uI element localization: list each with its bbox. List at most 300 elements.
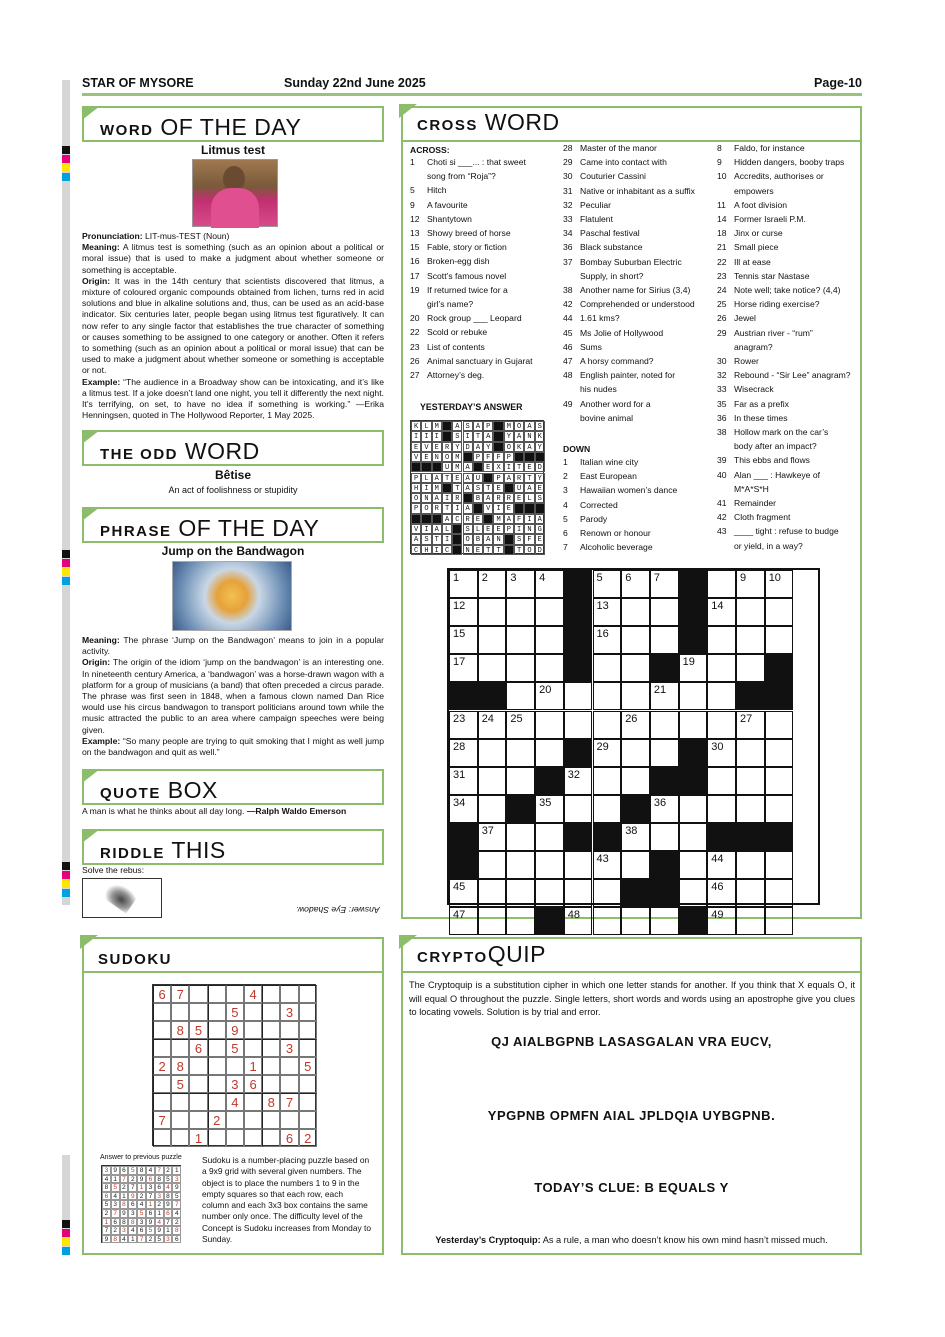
clue-row	[410, 327, 487, 337]
crossword-cell[interactable]: 12	[449, 598, 478, 626]
sudoku-cell[interactable]	[208, 1039, 226, 1057]
crossword-cell[interactable]	[506, 739, 535, 767]
answer-cell: M	[493, 514, 503, 524]
sudoku-cell[interactable]	[299, 1075, 317, 1093]
sudoku-cell: 1	[244, 1057, 262, 1075]
clue-text: Native or inhabitant as a suffix	[580, 185, 695, 196]
previous-sudoku-cell: 6	[146, 1209, 155, 1218]
crossword-cell[interactable]	[707, 626, 736, 654]
crossword-cell[interactable]	[621, 626, 650, 654]
previous-sudoku-cell: 6	[102, 1192, 111, 1201]
answer-cell: O	[504, 442, 514, 452]
sudoku-cell[interactable]	[280, 1021, 298, 1039]
answer-cell: U	[514, 483, 524, 493]
clue-number: 36	[563, 242, 573, 253]
color-mark	[62, 146, 70, 154]
crossword-cell[interactable]	[707, 767, 736, 795]
crossword-cell[interactable]	[535, 739, 564, 767]
color-mark	[62, 880, 70, 888]
crossword-cell[interactable]	[736, 598, 765, 626]
sudoku-cell[interactable]	[226, 1111, 244, 1129]
answer-cell: E	[483, 462, 493, 472]
sudoku-cell[interactable]	[299, 1111, 317, 1129]
clue-row	[717, 384, 774, 394]
clue-row	[410, 185, 447, 195]
crossword-cell[interactable]	[564, 711, 593, 739]
sudoku-cell: 5	[189, 1021, 207, 1039]
crossword-cell[interactable]	[736, 907, 765, 935]
sudoku-cell[interactable]	[189, 1003, 207, 1021]
clue-row	[717, 370, 851, 380]
previous-sudoku-cell: 9	[111, 1166, 120, 1175]
sudoku-cell[interactable]	[262, 1057, 280, 1075]
crossword-cell[interactable]: 9	[736, 570, 765, 598]
crossword-cell[interactable]: 3	[506, 570, 535, 598]
answer-cell: A	[514, 431, 524, 441]
previous-sudoku-cell: 8	[111, 1235, 120, 1244]
sudoku-cell[interactable]	[171, 1003, 189, 1021]
previous-sudoku-cell: 3	[102, 1166, 111, 1175]
clue-row	[410, 200, 468, 210]
answer-cell: D	[463, 442, 473, 452]
crossword-cell[interactable]	[765, 795, 794, 823]
crossword-cell[interactable]	[707, 795, 736, 823]
crossword-cell[interactable]	[679, 795, 708, 823]
clue-row	[717, 157, 844, 167]
clue-number: 22	[410, 327, 420, 338]
crossword-cell[interactable]	[707, 682, 736, 710]
crossword-cell[interactable]	[506, 879, 535, 907]
sudoku-cell[interactable]	[208, 1075, 226, 1093]
crossword-cell[interactable]: 14	[707, 598, 736, 626]
crossword-cell[interactable]	[679, 682, 708, 710]
sudoku-cell: 7	[171, 985, 189, 1003]
crossword-cell[interactable]	[736, 626, 765, 654]
clue-row	[410, 356, 533, 366]
answer-cell: S	[463, 421, 473, 431]
clue-number: 1	[410, 157, 415, 167]
crossword-cell[interactable]: 15	[449, 626, 478, 654]
crossword-cell[interactable]	[564, 879, 593, 907]
crossword-cell[interactable]: 49	[707, 907, 736, 935]
crossword-cell[interactable]	[621, 598, 650, 626]
answer-cell: I	[432, 545, 442, 555]
clue-row	[563, 143, 657, 153]
clue-text: bovine animal	[580, 412, 634, 423]
answer-cell: V	[411, 452, 421, 462]
previous-sudoku-cell: 1	[128, 1235, 137, 1244]
answer-cell: F	[524, 534, 534, 544]
clue-row	[563, 228, 640, 238]
crossword-cell[interactable]: 47	[449, 907, 478, 935]
previous-sudoku-cell: 6	[128, 1200, 137, 1209]
sudoku-cell[interactable]	[226, 1129, 244, 1147]
sudoku-cell[interactable]	[262, 1039, 280, 1057]
sudoku-cell[interactable]	[189, 1057, 207, 1075]
crossword-cell[interactable]	[679, 823, 708, 851]
crossword-cell[interactable]	[593, 907, 622, 935]
clue-row	[563, 514, 607, 524]
crossword-cell[interactable]: 44	[707, 851, 736, 879]
crossword-cell[interactable]	[736, 795, 765, 823]
sudoku-cell[interactable]	[226, 1057, 244, 1075]
crossword-cell[interactable]	[765, 851, 794, 879]
paper-name: STAR OF MYSORE	[82, 76, 194, 90]
crossword-cell[interactable]	[478, 879, 507, 907]
clue-text: Supply, in short?	[580, 270, 644, 281]
sudoku-cell[interactable]	[299, 1003, 317, 1021]
crossword-cell[interactable]	[621, 851, 650, 879]
clue-row	[563, 500, 618, 510]
sudoku-cell[interactable]	[189, 1075, 207, 1093]
answer-cell: T	[514, 462, 524, 472]
black-square	[564, 598, 593, 626]
crossword-cell[interactable]: 1	[449, 570, 478, 598]
crossword-cell[interactable]	[564, 682, 593, 710]
sudoku-cell[interactable]	[262, 1129, 280, 1147]
crossword-cell[interactable]	[478, 767, 507, 795]
crossword-cell[interactable]	[736, 654, 765, 682]
answer-cell	[524, 452, 534, 462]
clue-number: 1	[563, 457, 568, 467]
clue-row	[717, 328, 813, 338]
sudoku-cell[interactable]	[153, 1003, 171, 1021]
sudoku-cell[interactable]	[244, 1093, 262, 1111]
crossword-cell[interactable]	[535, 879, 564, 907]
answer-cell: E	[483, 524, 493, 534]
crossword-cell[interactable]: 31	[449, 767, 478, 795]
sudoku-cell[interactable]	[299, 1021, 317, 1039]
crossword-cell[interactable]	[736, 767, 765, 795]
black-square	[707, 823, 736, 851]
crossword-cell[interactable]	[593, 795, 622, 823]
sudoku-cell[interactable]	[299, 1039, 317, 1057]
crossword-cell[interactable]	[506, 626, 535, 654]
crossword-cell[interactable]	[736, 879, 765, 907]
color-mark	[62, 862, 70, 870]
clue-row	[717, 413, 788, 423]
sudoku-cell[interactable]	[153, 1093, 171, 1111]
crossword-cell[interactable]	[736, 851, 765, 879]
answer-cell: L	[442, 524, 452, 534]
sudoku-cell[interactable]	[226, 985, 244, 1003]
crossword-cell[interactable]	[593, 682, 622, 710]
crossword-cell[interactable]	[765, 711, 794, 739]
previous-sudoku-cell: 7	[164, 1218, 173, 1227]
crossword-cell[interactable]	[707, 711, 736, 739]
crossword-cell[interactable]	[650, 823, 679, 851]
answer-cell: A	[483, 493, 493, 503]
previous-sudoku-cell: 8	[137, 1166, 146, 1175]
crossword-cell[interactable]	[535, 654, 564, 682]
crossword-cell[interactable]	[506, 654, 535, 682]
sudoku-cell[interactable]	[299, 985, 317, 1003]
clue-number: 31	[563, 185, 573, 196]
clue-number: 23	[410, 341, 420, 352]
crossword-cell[interactable]	[765, 626, 794, 654]
previous-sudoku-cell: 5	[102, 1200, 111, 1209]
crossword-cell[interactable]: 29	[593, 739, 622, 767]
crossword-cell[interactable]	[535, 823, 564, 851]
sudoku-cell[interactable]	[262, 1021, 280, 1039]
crossword-cell[interactable]: 37	[478, 823, 507, 851]
crossword-cell[interactable]	[535, 626, 564, 654]
crossword-cell[interactable]	[478, 598, 507, 626]
sudoku-cell[interactable]	[280, 1057, 298, 1075]
color-mark	[62, 1229, 70, 1237]
crossword-cell[interactable]	[535, 851, 564, 879]
clue-text: Scott’s famous novel	[427, 270, 507, 281]
clue-number: 40	[717, 469, 727, 480]
answer-cell: A	[463, 483, 473, 493]
sudoku-cell[interactable]	[262, 1111, 280, 1129]
crossword-cell[interactable]: 35	[535, 795, 564, 823]
sudoku-cell[interactable]	[153, 1075, 171, 1093]
clue-number: 10	[717, 171, 727, 182]
color-mark	[62, 1238, 70, 1246]
clue-text: Tennis star Nastase	[734, 270, 810, 281]
sudoku-cell[interactable]	[244, 1111, 262, 1129]
sudoku-cell[interactable]	[208, 985, 226, 1003]
crossword-cell[interactable]	[506, 823, 535, 851]
clue-row	[563, 356, 654, 366]
clue-text: Small piece	[734, 242, 779, 253]
crossword-cell[interactable]: 6	[621, 570, 650, 598]
crossword-cell[interactable]	[593, 654, 622, 682]
sudoku-cell[interactable]	[262, 985, 280, 1003]
clue-row	[563, 299, 695, 309]
crossword-cell[interactable]: 24	[478, 711, 507, 739]
sudoku-cell[interactable]	[171, 1039, 189, 1057]
crossword-cell[interactable]	[679, 711, 708, 739]
clue-number: 17	[410, 270, 420, 281]
crossword-cell[interactable]: 20	[535, 682, 564, 710]
sudoku-cell: 7	[153, 1111, 171, 1129]
clue-text: Hidden dangers, booby traps	[734, 157, 845, 168]
crossword-cell[interactable]	[478, 739, 507, 767]
sudoku-cell[interactable]	[244, 1003, 262, 1021]
answer-cell: O	[524, 545, 534, 555]
clue-row	[717, 171, 824, 181]
clue-text: Master of the manor	[580, 143, 657, 153]
crossword-cell[interactable]	[707, 570, 736, 598]
crossword-cell[interactable]	[478, 795, 507, 823]
sudoku-cell[interactable]	[299, 1093, 317, 1111]
crossword-cell[interactable]: 26	[621, 711, 650, 739]
crossword-cell[interactable]	[506, 907, 535, 935]
sudoku-cell[interactable]	[171, 1129, 189, 1147]
sudoku-cell[interactable]	[153, 1021, 171, 1039]
crossword-cell[interactable]	[564, 795, 593, 823]
crossword-cell[interactable]: 4	[535, 570, 564, 598]
sudoku-cell: 5	[299, 1057, 317, 1075]
crossword-cell[interactable]	[621, 907, 650, 935]
answer-cell: T	[524, 473, 534, 483]
crossword-cell[interactable]: 27	[736, 711, 765, 739]
crossword-cell[interactable]: 48	[564, 907, 593, 935]
crossword-cell[interactable]: 16	[593, 626, 622, 654]
crossword-cell[interactable]	[506, 682, 535, 710]
crossword-cell[interactable]: 45	[449, 879, 478, 907]
sudoku-cell[interactable]	[171, 1093, 189, 1111]
crossword-cell[interactable]	[679, 851, 708, 879]
clue-row	[563, 485, 677, 495]
crossword-cell[interactable]	[593, 767, 622, 795]
crossword-cell[interactable]	[506, 851, 535, 879]
answer-cell: V	[421, 442, 431, 452]
clue-number: 11	[717, 199, 726, 210]
sudoku-cell[interactable]	[244, 1129, 262, 1147]
answer-cell	[411, 462, 421, 472]
crossword-cell[interactable]	[650, 907, 679, 935]
crossword-cell[interactable]	[535, 711, 564, 739]
crossword-cell[interactable]: 32	[564, 767, 593, 795]
answer-cell: V	[411, 524, 421, 534]
crossword-cell[interactable]	[478, 851, 507, 879]
crossword-cell[interactable]: 36	[650, 795, 679, 823]
clue-row	[563, 342, 602, 352]
answer-cell: Y	[504, 431, 514, 441]
sudoku-cell[interactable]	[171, 1111, 189, 1129]
crossword-cell[interactable]	[765, 907, 794, 935]
sudoku-cell[interactable]	[189, 1111, 207, 1129]
crossword-cell[interactable]: 19	[679, 654, 708, 682]
previous-sudoku-cell: 4	[137, 1200, 146, 1209]
crossword-cell[interactable]	[650, 598, 679, 626]
crossword-cell[interactable]	[621, 767, 650, 795]
color-mark	[62, 871, 70, 879]
crossword-cell[interactable]: 38	[621, 823, 650, 851]
answer-cell: C	[452, 514, 462, 524]
crossword-cell[interactable]: 5	[593, 570, 622, 598]
clue-text: Remainder	[734, 498, 777, 508]
black-square	[478, 682, 507, 710]
crossword-cell[interactable]	[650, 739, 679, 767]
previous-sudoku-cell: 7	[146, 1192, 155, 1201]
answer-cell: M	[452, 462, 462, 472]
crossword-cell[interactable]	[478, 907, 507, 935]
sudoku-cell[interactable]	[153, 1129, 171, 1147]
clue-row	[717, 512, 790, 522]
clue-number: 44	[563, 313, 573, 324]
crossword-cell[interactable]: 2	[478, 570, 507, 598]
crossword-cell[interactable]	[506, 767, 535, 795]
clue-text: Horse riding exercise?	[734, 299, 820, 310]
crossword-cell[interactable]	[621, 682, 650, 710]
clue-row	[563, 271, 643, 281]
sudoku-cell[interactable]	[208, 1129, 226, 1147]
crossword-cell[interactable]	[478, 626, 507, 654]
crossword-cell[interactable]	[478, 654, 507, 682]
sudoku-cell: 3	[280, 1039, 298, 1057]
crossword-cell[interactable]: 43	[593, 851, 622, 879]
sudoku-cell[interactable]	[262, 1003, 280, 1021]
sudoku-cell[interactable]	[189, 985, 207, 1003]
sudoku-cell[interactable]	[208, 1021, 226, 1039]
answer-cell: P	[504, 524, 514, 534]
crossword-cell[interactable]	[506, 598, 535, 626]
answer-cell	[432, 462, 442, 472]
answer-cell: M	[432, 421, 442, 431]
sudoku-cell[interactable]	[208, 1093, 226, 1111]
crossword-cell[interactable]	[621, 739, 650, 767]
crossword-cell[interactable]: 34	[449, 795, 478, 823]
crossword-cell[interactable]	[736, 739, 765, 767]
crossword-cell[interactable]: 21	[650, 682, 679, 710]
answer-cell: S	[452, 431, 462, 441]
crossword-cell[interactable]: 23	[449, 711, 478, 739]
crossword-cell[interactable]	[765, 739, 794, 767]
crossword-cell[interactable]: 10	[765, 570, 794, 598]
crossword-cell[interactable]	[535, 598, 564, 626]
answer-cell: A	[463, 503, 473, 513]
clue-number: 21	[717, 242, 727, 253]
riddle-heading: RIDDLE THIS	[82, 829, 384, 865]
crossword-cell[interactable]: 17	[449, 654, 478, 682]
sudoku-cell[interactable]	[280, 1111, 298, 1129]
crossword-cell[interactable]	[765, 767, 794, 795]
crossword-cell[interactable]	[621, 654, 650, 682]
crossword-cell[interactable]: 46	[707, 879, 736, 907]
previous-sudoku-cell: 2	[155, 1200, 164, 1209]
sudoku-cell[interactable]	[280, 1075, 298, 1093]
clue-text: Corrected	[580, 499, 618, 510]
sudoku-cell[interactable]	[280, 985, 298, 1003]
color-mark	[62, 155, 70, 163]
sudoku-cell[interactable]	[244, 1021, 262, 1039]
sudoku-cell[interactable]	[262, 1075, 280, 1093]
issue-date: Sunday 22nd June 2025	[284, 76, 426, 90]
answer-cell: D	[535, 462, 545, 472]
riddle-answer: Answer: Eye Shadow.	[296, 905, 380, 915]
crossword-cell[interactable]	[650, 626, 679, 654]
crossword-cell[interactable]	[765, 879, 794, 907]
answer-cell: A	[535, 514, 545, 524]
crossword-cell[interactable]	[593, 711, 622, 739]
clue-text: M*A*S*H	[734, 483, 769, 494]
crossword-cell[interactable]	[593, 879, 622, 907]
answer-cell	[504, 545, 514, 555]
crossword-cell[interactable]	[707, 654, 736, 682]
sudoku-cell[interactable]	[208, 1057, 226, 1075]
crossword-cell[interactable]: 13	[593, 598, 622, 626]
across-heading: ACROSS:	[410, 145, 450, 155]
answer-cell	[473, 503, 483, 513]
answer-cell: P	[411, 503, 421, 513]
crossword-cell[interactable]: 30	[707, 739, 736, 767]
answer-cell: D	[535, 545, 545, 555]
answer-cell: E	[493, 524, 503, 534]
previous-sudoku-cell: 4	[164, 1183, 173, 1192]
crossword-cell[interactable]: 28	[449, 739, 478, 767]
crossword-cell[interactable]	[679, 879, 708, 907]
sudoku-cell[interactable]	[153, 1039, 171, 1057]
crossword-cell[interactable]: 25	[506, 711, 535, 739]
sudoku-cell: 8	[171, 1021, 189, 1039]
sudoku-cell[interactable]	[244, 1039, 262, 1057]
answer-cell: E	[514, 493, 524, 503]
clue-number: 49	[563, 398, 573, 409]
crossword-cell[interactable]	[765, 598, 794, 626]
sudoku-cell[interactable]	[189, 1093, 207, 1111]
crossword-cell[interactable]	[564, 851, 593, 879]
crossword-cell[interactable]: 7	[650, 570, 679, 598]
crossword-cell[interactable]	[650, 711, 679, 739]
clue-number: 33	[563, 214, 573, 224]
sudoku-cell[interactable]	[208, 1003, 226, 1021]
sudoku-cell: 1	[189, 1129, 207, 1147]
clue-row	[410, 342, 485, 352]
